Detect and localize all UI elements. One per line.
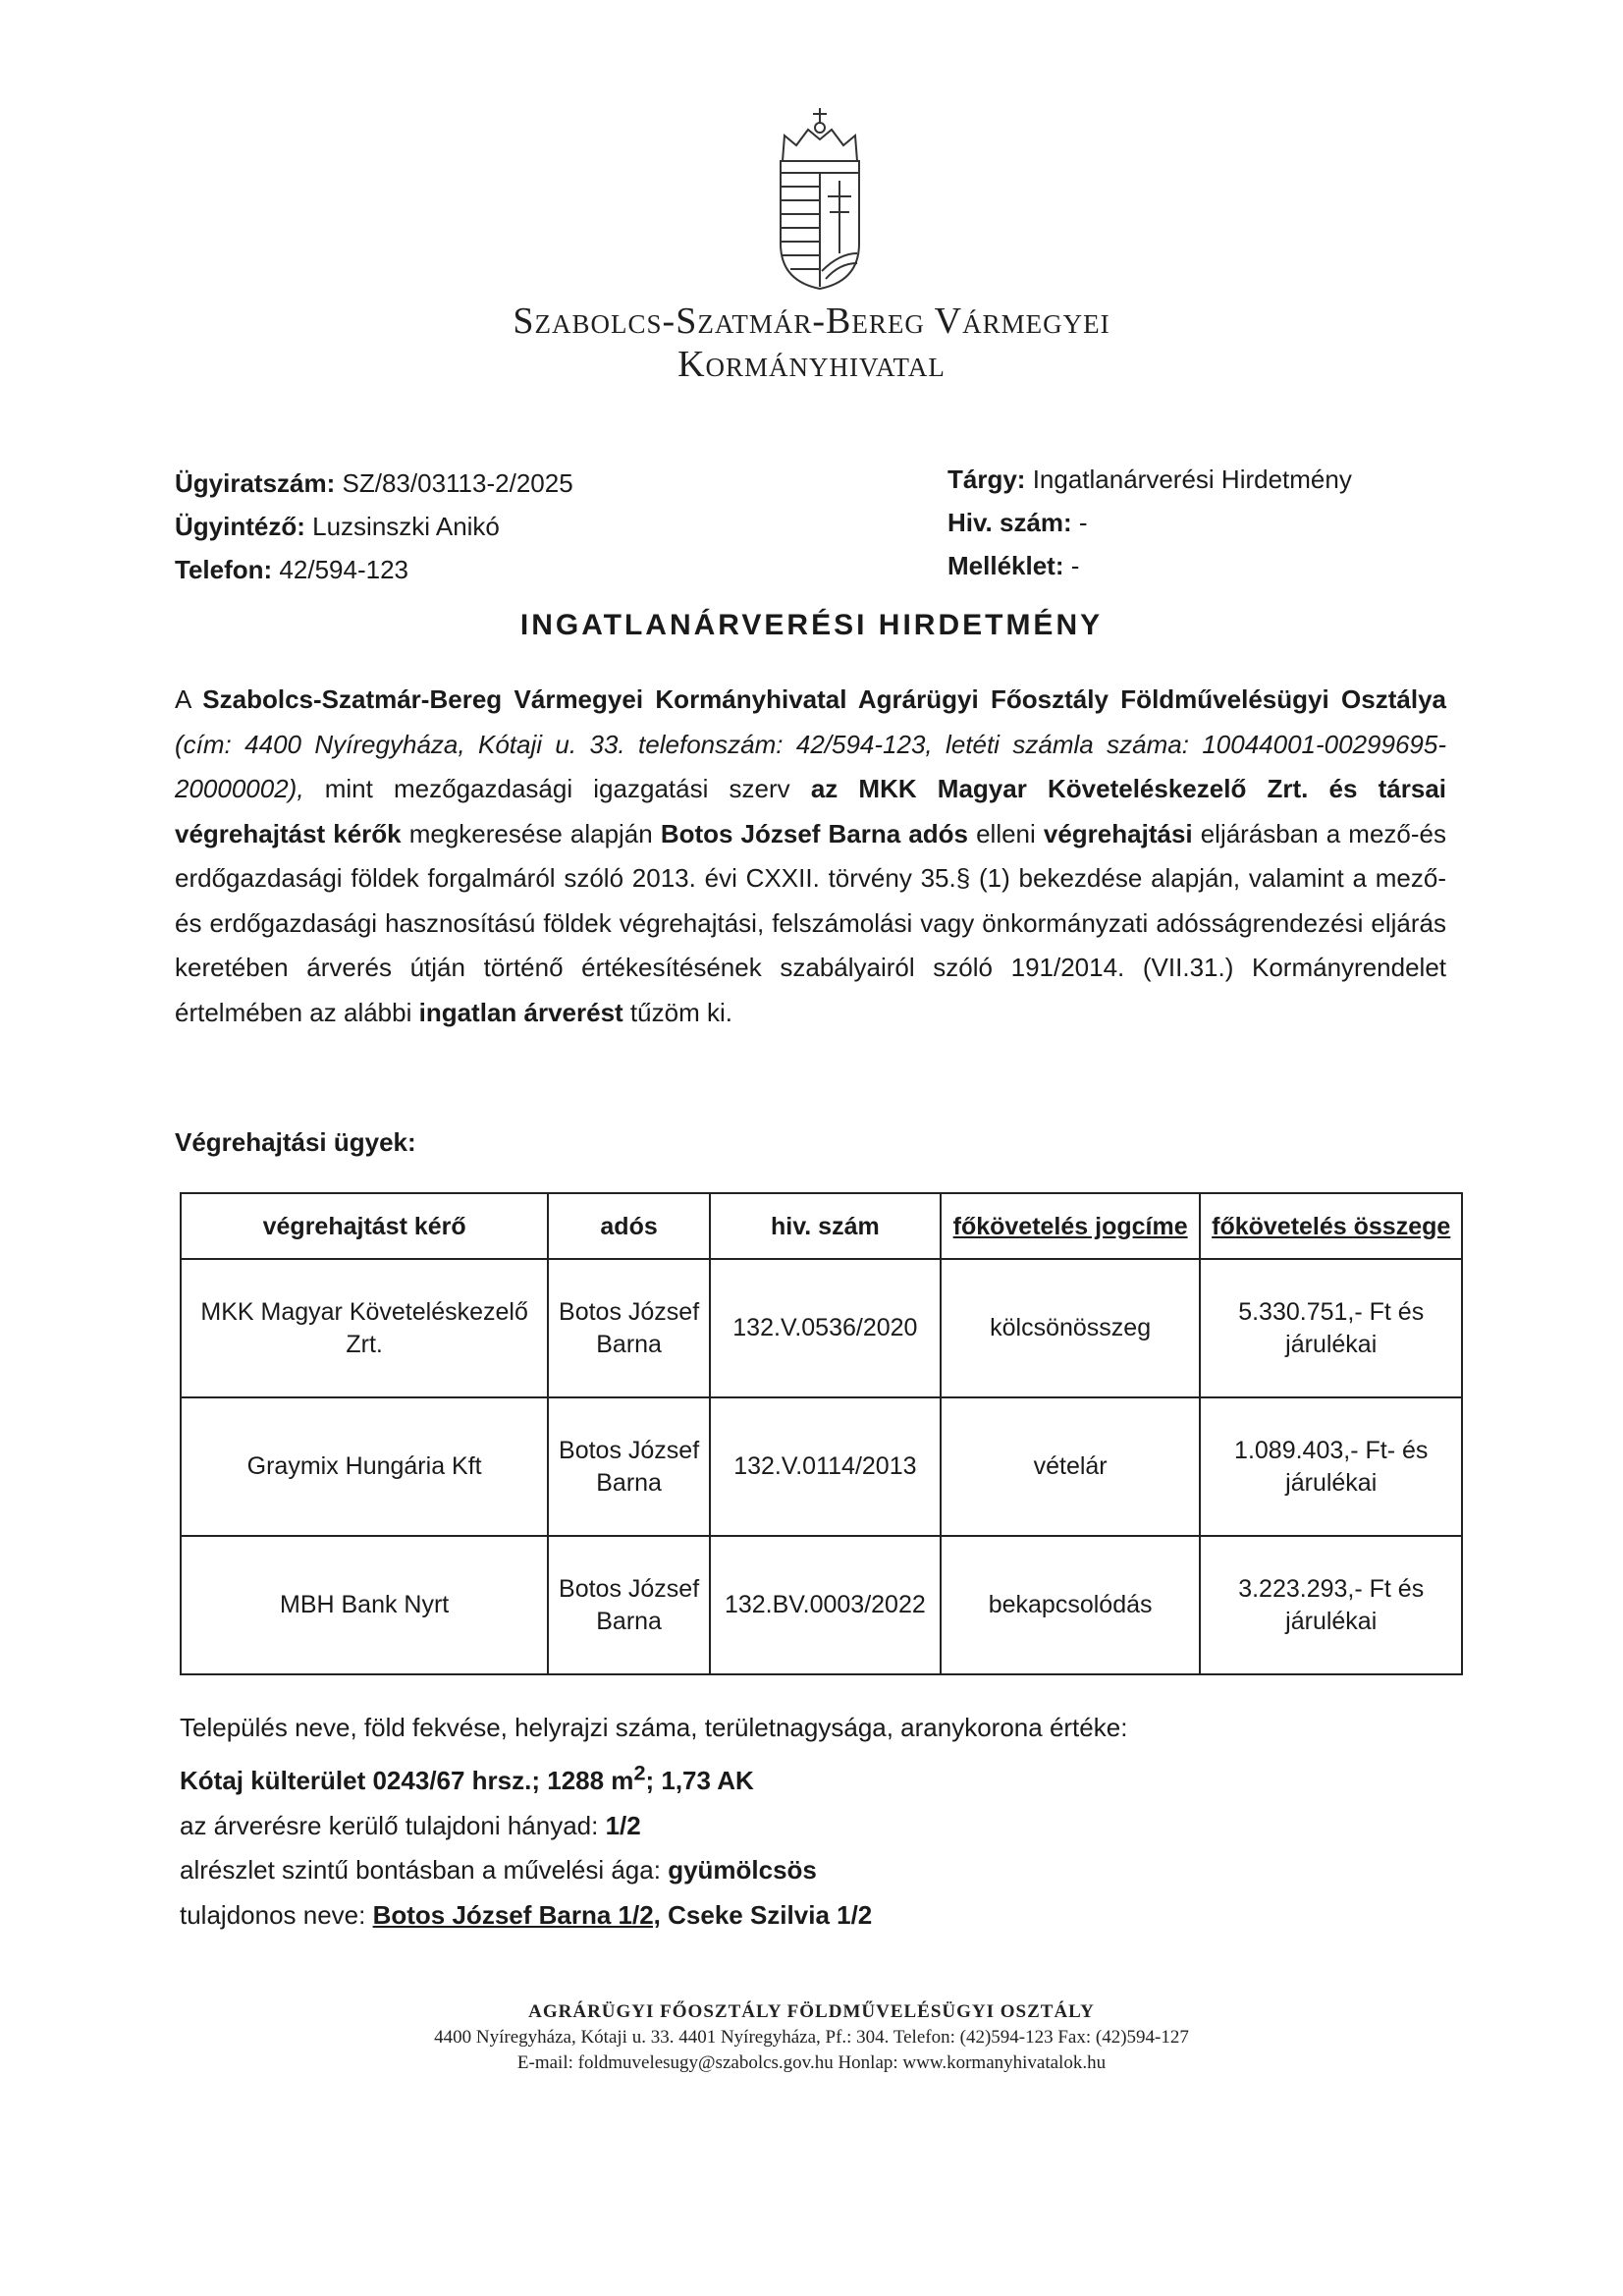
reference-value: - (1078, 508, 1088, 537)
phone-label: Telefon: (175, 555, 273, 584)
attachment-row (947, 544, 1352, 587)
property-details (180, 1706, 1127, 1938)
col-header-claim-amount-text: főkövetelés összege (1212, 1212, 1451, 1240)
property-area-unit-sup: 2 (633, 1760, 646, 1785)
table-row (181, 1536, 1462, 1674)
cell-claim-amount: 5.330.751,- Ft és járulékai (1200, 1259, 1462, 1397)
cell-debtor: Botos József Barna (548, 1536, 710, 1674)
footer-contact: E-mail: foldmuvelesugy@szabolcs.gov.hu Honlap: www.kormanyhivatalok.hu (516, 2052, 1107, 2073)
case-number-row (175, 462, 573, 505)
attachment-label: Melléklet: (947, 551, 1064, 580)
property-share-row (180, 1804, 1127, 1849)
body-text-10: eljárásban a mező-és erdőgazdasági földek forgalmáról szóló 2013. évi CXXII. törvény 35.§ (1) bekezdése alapján, valamint a mező-és erdőgazdasági hasznosítású földek végrehajtási, felszámolási vagy önkormányzati adósságrendezési eljárás keretében árverés útján történő értékesítésének szabályairól szóló 191/2014. (VII.31.) Kormányrendelet értelmében az alábbi (175, 818, 1446, 1027)
property-location: Kótaj külterület 0243/67 hrsz.; 1288 m (180, 1766, 634, 1796)
page-footer (0, 1999, 1623, 2076)
cell-claim-title: bekapcsolódás (941, 1536, 1201, 1674)
body-authority: Szabolcs-Szatmár-Bereg Vármegyei Kormányhivatal Agrárügyi Főosztály Földművelésügyi Osztálya (202, 684, 1446, 714)
body-text-1: A (175, 684, 203, 714)
col-header-debtor: adós (548, 1193, 710, 1259)
clerk-row (175, 505, 573, 548)
body-text-8: elleni (968, 818, 1044, 848)
subject-value: Ingatlanárverési Hirdetmény (1032, 465, 1352, 494)
reference-row (947, 501, 1352, 544)
body-text-4: mint mezőgazdasági igazgatási szerv (303, 774, 811, 803)
col-header-claim-amount (1200, 1193, 1462, 1259)
cell-claim-title: vételár (941, 1397, 1201, 1536)
col-header-reference: hiv. szám (710, 1193, 941, 1259)
office-name-line2: Kormányhivatal (677, 344, 946, 385)
property-cultivation-label: alrészlet szintű bontásban a művelési ága: (180, 1855, 669, 1886)
attachment-value: - (1070, 551, 1080, 580)
cell-creditor: MBH Bank Nyrt (181, 1536, 548, 1674)
clerk-value: Luzsinszki Anikó (312, 512, 500, 541)
property-owner-label: tulajdonos neve: (180, 1899, 373, 1930)
cell-creditor: Graymix Hungária Kft (181, 1397, 548, 1536)
header-right (947, 458, 1352, 587)
hungarian-coat-of-arms-icon (771, 106, 869, 293)
office-name-line1: Szabolcs-Szatmár-Bereg Vármegyei (513, 301, 1110, 342)
reference-label: Hiv. szám: (947, 508, 1072, 537)
phone-row (175, 548, 573, 591)
body-text-6: megkeresése alapján (401, 818, 661, 848)
body-enforcement: végrehajtási (1043, 818, 1193, 848)
table-row (181, 1397, 1462, 1536)
table-header-row (181, 1193, 1462, 1259)
body-debtor: Botos József Barna adós (660, 818, 968, 848)
body-creditors: az MKK Magyar Követeléskezelő Zrt. és társai végrehajtást kérők (175, 774, 1447, 848)
enforcement-cases-label: Végrehajtási ügyek: (175, 1127, 416, 1157)
clerk-label: Ügyintéző: (175, 512, 305, 541)
property-cultivation-value: gyümölcsös (668, 1855, 817, 1886)
col-header-creditor: végrehajtást kérő (181, 1193, 548, 1259)
body-paragraph (175, 678, 1446, 1035)
body-address: (cím: 4400 Nyíregyháza, Kótaji u. 33. telefonszám: 42/594-123, letéti számla száma: 10044001-00299695-20000002), (175, 729, 1446, 803)
enforcement-cases-table (180, 1192, 1463, 1675)
property-owner-row (180, 1893, 1127, 1939)
cell-reference: 132.BV.0003/2022 (710, 1536, 941, 1674)
property-share-value: 1/2 (605, 1810, 641, 1840)
footer-address: 4400 Nyíregyháza, Kótaji u. 33. 4401 Nyíregyháza, Pf.: 304. Telefon: (42)594-123 Fax: (42)594-127 (434, 2027, 1189, 2048)
subject-row (947, 458, 1352, 501)
body-auction: ingatlan árverést (418, 997, 623, 1027)
body-text-12: tűzöm ki. (622, 997, 732, 1027)
case-number-value: SZ/83/03113-2/2025 (342, 468, 573, 498)
case-number-label: Ügyiratszám: (175, 468, 336, 498)
document-title: INGATLANÁRVERÉSI HIRDETMÉNY (519, 609, 1104, 641)
property-cultivation-row (180, 1848, 1127, 1893)
col-header-claim-title (941, 1193, 1201, 1259)
col-header-claim-title-text: főkövetelés jogcíme (952, 1212, 1188, 1240)
property-location-row (180, 1751, 1127, 1804)
property-owner-1: Botos József Barna 1/2, (372, 1899, 661, 1930)
cell-debtor: Botos József Barna (548, 1397, 710, 1536)
cell-claim-amount: 3.223.293,- Ft és járulékai (1200, 1536, 1462, 1674)
phone-value: 42/594-123 (279, 555, 408, 584)
cell-debtor: Botos József Barna (548, 1259, 710, 1397)
property-owner-2: Cseke Szilvia 1/2 (660, 1899, 873, 1930)
header-left (175, 462, 573, 591)
table-row (181, 1259, 1462, 1397)
property-intro: Település neve, föld fekvése, helyrajzi száma, területnagysága, aranykorona értéke: (180, 1713, 1128, 1742)
cell-claim-title: kölcsönösszeg (941, 1259, 1201, 1397)
cell-creditor: MKK Magyar Követeléskezelő Zrt. (181, 1259, 548, 1397)
footer-department: AGRÁRÜGYI FŐOSZTÁLY FÖLDMŰVELÉSÜGYI OSZTÁLY (528, 2001, 1095, 2022)
cell-reference: 132.V.0114/2013 (710, 1397, 941, 1536)
cell-claim-amount: 1.089.403,- Ft- és járulékai (1200, 1397, 1462, 1536)
cell-reference: 132.V.0536/2020 (710, 1259, 941, 1397)
subject-label: Tárgy: (947, 465, 1026, 494)
property-share-label: az árverésre kerülő tulajdoni hányad: (180, 1810, 606, 1840)
property-gold-crown: ; 1,73 AK (645, 1766, 754, 1796)
office-name (0, 300, 1623, 386)
